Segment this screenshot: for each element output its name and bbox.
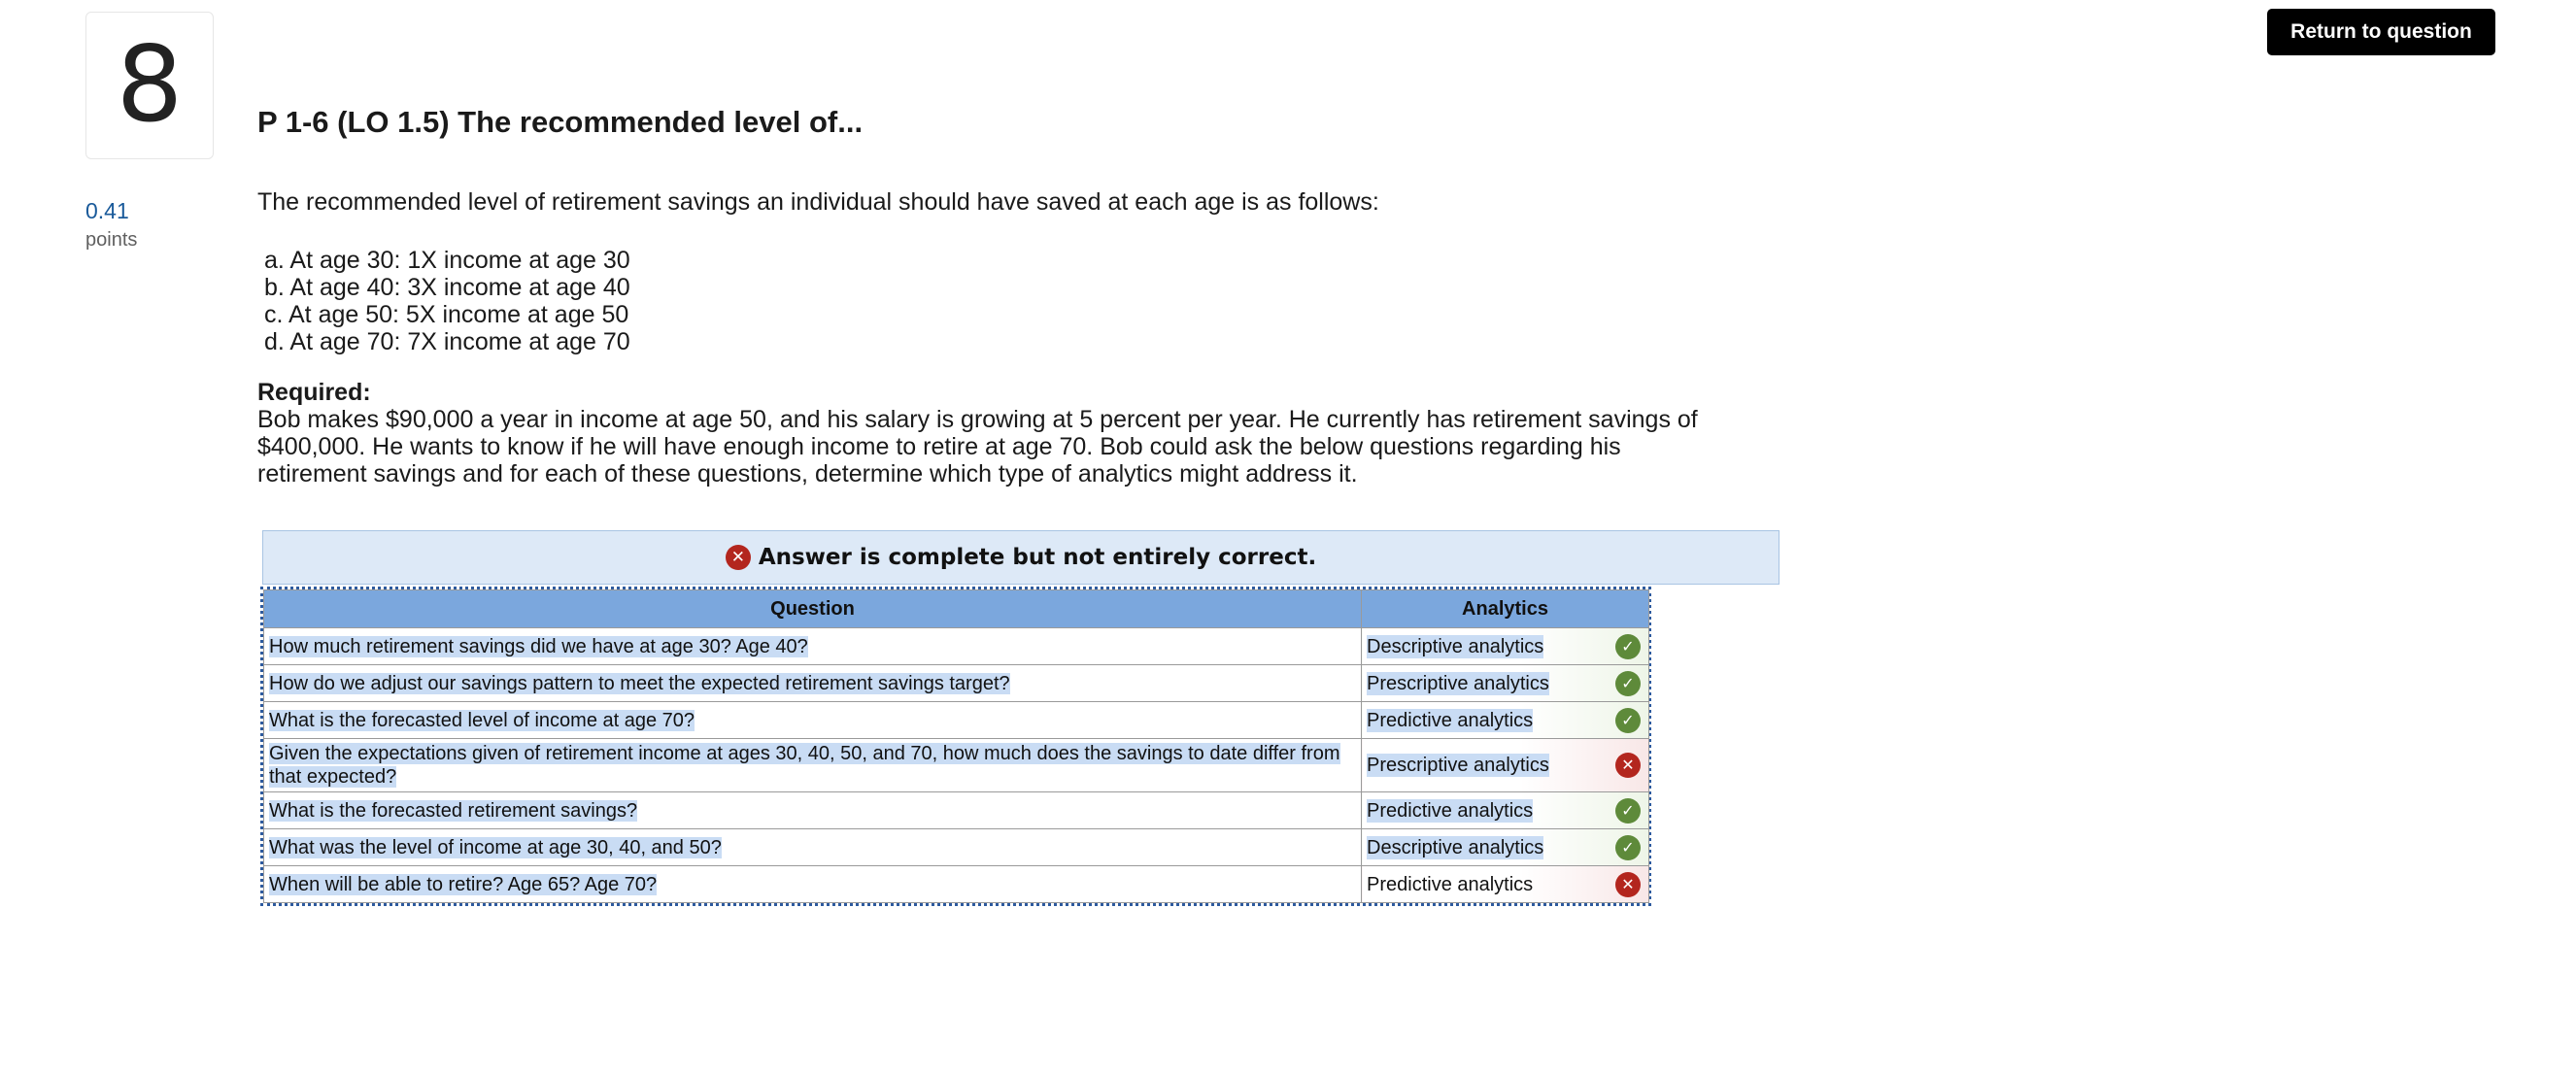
question-cell [264,866,1362,903]
table-row [264,702,1649,739]
analytics-answer[interactable]: Prescriptive analytics [1367,672,1549,694]
table-row [264,829,1649,866]
question-text: How much retirement savings did we have at age 30? Age 40? [269,635,808,657]
check-icon: ✓ [1615,634,1641,659]
list-item: d. At age 70: 7X income at age 70 [264,328,630,355]
analytics-answer[interactable]: Prescriptive analytics [1367,755,1549,776]
question-text: When will be able to retire? Age 65? Age 70? [269,873,658,895]
analytics-column-header: Analytics [1362,590,1649,628]
analytics-cell[interactable] [1362,702,1649,739]
required-text: Bob makes $90,000 a year in income at age 50, and his salary is growing at 5 percent per year. He currently has retirement savings of $400,000. He wants to know if he will have enough income to retire at age 70. Bob could ask the below questions regarding his retirement savings and for each of these questions, determine which type of analytics might address it. [257,406,1698,488]
answer-table-container [260,587,1651,906]
analytics-answer[interactable]: Predictive analytics [1367,873,1534,895]
table-row [264,866,1649,903]
question-text: How do we adjust our savings pattern to meet the expected retirement savings target? [269,672,1010,694]
question-column-header: Question [264,590,1362,628]
analytics-cell[interactable] [1362,665,1649,702]
points-label: points [85,229,138,251]
list-item: b. At age 40: 3X income at age 40 [264,274,630,301]
x-icon: ✕ [1615,753,1641,778]
question-cell [264,739,1362,792]
analytics-cell[interactable] [1362,792,1649,829]
analytics-answer[interactable]: Predictive analytics [1367,709,1534,731]
analytics-answer[interactable]: Descriptive analytics [1367,635,1544,657]
table-row [264,792,1649,829]
points-value: 0.41 [85,198,129,223]
x-icon: ✕ [1615,872,1641,897]
required-label: Required: [257,379,371,406]
list-item: a. At age 30: 1X income at age 30 [264,247,630,274]
analytics-answer[interactable]: Predictive analytics [1367,799,1534,822]
table-row [264,739,1649,792]
table-row [264,628,1649,665]
question-text: Given the expectations given of retirement income at ages 30, 40, 50, and 70, how much does the savings to date differ from that expected? [269,743,1340,788]
question-text: What is the forecasted level of income at age 70? [269,709,695,731]
x-icon: ✕ [726,545,751,570]
question-title: P 1-6 (LO 1.5) The recommended level of... [257,105,864,139]
recommendation-list [257,247,1773,355]
question-body [257,188,1773,488]
question-number: 8 [116,24,184,146]
question-text: What is the forecasted retirement savings? [269,799,638,822]
analytics-cell[interactable] [1362,829,1649,866]
answer-status-banner [262,530,1779,585]
question-cell [264,792,1362,829]
question-cell [264,628,1362,665]
table-header-row [264,590,1649,628]
answer-status-text: Answer is complete but not entirely correct. [758,545,1317,570]
question-number-box [85,12,214,159]
check-icon: ✓ [1615,671,1641,696]
table-row [264,665,1649,702]
return-to-question-button[interactable]: Return to question [2267,9,2495,55]
list-item: c. At age 50: 5X income at age 50 [264,301,629,328]
check-icon: ✓ [1615,798,1641,824]
analytics-cell[interactable] [1362,739,1649,792]
check-icon: ✓ [1615,835,1641,860]
analytics-answer[interactable]: Descriptive analytics [1367,836,1544,858]
question-text: What was the level of income at age 30, 40, and 50? [269,836,722,858]
question-cell [264,665,1362,702]
analytics-cell[interactable] [1362,628,1649,665]
question-cell [264,829,1362,866]
analytics-cell[interactable] [1362,866,1649,903]
answer-table [263,589,1649,903]
intro-text: The recommended level of retirement savings an individual should have saved at each age is as follows: [257,188,1379,216]
question-cell [264,702,1362,739]
check-icon: ✓ [1615,708,1641,733]
